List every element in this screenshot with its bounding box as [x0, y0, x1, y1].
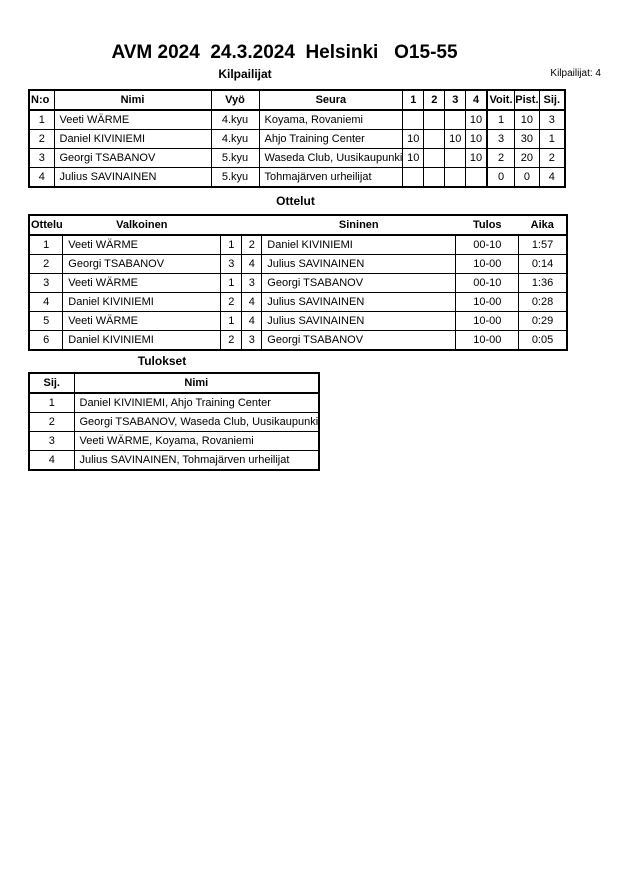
column-header: 3	[445, 90, 466, 110]
match-time: 0:05	[519, 331, 567, 351]
table-row	[29, 432, 319, 451]
competitors-label: Kilpailijat	[218, 67, 272, 81]
column-header	[242, 215, 262, 235]
column-header: Voit.	[487, 90, 515, 110]
white-competitor: Veeti WÄRME	[63, 312, 221, 331]
white-number: 3	[221, 255, 242, 274]
column-header: Valkoinen	[63, 215, 221, 235]
placement: 2	[29, 413, 74, 432]
points: 10	[515, 110, 539, 130]
column-header: Vyö	[211, 90, 259, 110]
blue-competitor: Julius SAVINAINEN	[262, 255, 456, 274]
matches-table	[28, 214, 568, 351]
points: 30	[515, 130, 539, 149]
column-header: Tulos	[456, 215, 519, 235]
score-vs-2	[424, 168, 445, 188]
match-result: 10-00	[456, 331, 519, 351]
white-competitor: Veeti WÄRME	[63, 235, 221, 255]
blue-competitor: Georgi TSABANOV	[262, 274, 456, 293]
wins: 0	[487, 168, 515, 188]
competitor-name: Daniel KIVINIEMI	[54, 130, 211, 149]
column-header: Aika	[519, 215, 567, 235]
competitor-name-club: Veeti WÄRME, Koyama, Rovaniemi	[74, 432, 319, 451]
column-header: 2	[424, 90, 445, 110]
column-header: N:o	[29, 90, 54, 110]
white-number: 1	[221, 312, 242, 331]
match-number: 1	[29, 235, 63, 255]
club: Ahjo Training Center	[259, 130, 403, 149]
blue-competitor: Julius SAVINAINEN	[262, 312, 456, 331]
white-number: 2	[221, 331, 242, 351]
belt-grade: 4.kyu	[211, 130, 259, 149]
column-header: Sininen	[262, 215, 456, 235]
match-result: 00-10	[456, 235, 519, 255]
score-vs-1: 10	[403, 130, 424, 149]
table-row	[29, 293, 567, 312]
column-header: 4	[466, 90, 487, 110]
column-header: 1	[403, 90, 424, 110]
match-result: 00-10	[456, 274, 519, 293]
matches-label: Ottelut	[276, 194, 315, 208]
results-table	[28, 372, 320, 471]
blue-competitor: Daniel KIVINIEMI	[262, 235, 456, 255]
blue-number: 3	[242, 274, 262, 293]
competitor-number: 2	[29, 130, 54, 149]
header-row	[29, 215, 567, 235]
competitor-number: 3	[29, 149, 54, 168]
white-number: 2	[221, 293, 242, 312]
table-row	[29, 130, 565, 149]
match-time: 1:57	[519, 235, 567, 255]
score-vs-4: 10	[466, 149, 487, 168]
column-header: Seura	[259, 90, 403, 110]
match-number: 5	[29, 312, 63, 331]
match-time: 0:28	[519, 293, 567, 312]
score-vs-3	[445, 110, 466, 130]
white-competitor: Veeti WÄRME	[63, 274, 221, 293]
header-row	[29, 373, 319, 393]
match-time: 0:14	[519, 255, 567, 274]
table-row	[29, 149, 565, 168]
competitors-table	[28, 89, 566, 188]
table-row	[29, 168, 565, 188]
competitor-name-club: Daniel KIVINIEMI, Ahjo Training Center	[74, 393, 319, 413]
table-row	[29, 110, 565, 130]
score-vs-3	[445, 149, 466, 168]
placement: 4	[539, 168, 565, 188]
white-competitor: Daniel KIVINIEMI	[63, 331, 221, 351]
blue-competitor: Julius SAVINAINEN	[262, 293, 456, 312]
points: 20	[515, 149, 539, 168]
competitor-name-club: Julius SAVINAINEN, Tohmajärven urheilijat	[74, 451, 319, 471]
placement: 4	[29, 451, 74, 471]
wins: 1	[487, 110, 515, 130]
match-result: 10-00	[456, 312, 519, 331]
score-vs-2	[424, 149, 445, 168]
score-vs-1	[403, 110, 424, 130]
match-number: 4	[29, 293, 63, 312]
placement: 2	[539, 149, 565, 168]
table-row	[29, 393, 319, 413]
score-vs-4	[466, 168, 487, 188]
score-vs-2	[424, 130, 445, 149]
column-header: Sij.	[29, 373, 74, 393]
white-number: 1	[221, 274, 242, 293]
header-row	[29, 90, 565, 110]
wins: 3	[487, 130, 515, 149]
blue-number: 4	[242, 255, 262, 274]
score-vs-3: 10	[445, 130, 466, 149]
belt-grade: 4.kyu	[211, 110, 259, 130]
tournament-title: AVM 2024 24.3.2024 Helsinki O15-55	[111, 42, 458, 63]
points: 0	[515, 168, 539, 188]
match-result: 10-00	[456, 255, 519, 274]
column-header: Sij.	[539, 90, 565, 110]
match-number: 6	[29, 331, 63, 351]
club: Waseda Club, Uusikaupunki	[259, 149, 403, 168]
competitor-number: 4	[29, 168, 54, 188]
competitor-name-club: Georgi TSABANOV, Waseda Club, Uusikaupunki	[74, 413, 319, 432]
column-header: Pist.	[515, 90, 539, 110]
match-time: 0:29	[519, 312, 567, 331]
table-row	[29, 413, 319, 432]
table-row	[29, 451, 319, 471]
blue-number: 4	[242, 293, 262, 312]
white-competitor: Georgi TSABANOV	[63, 255, 221, 274]
table-row	[29, 312, 567, 331]
belt-grade: 5.kyu	[211, 168, 259, 188]
blue-number: 2	[242, 235, 262, 255]
column-header: Ottelu	[29, 215, 63, 235]
placement: 1	[29, 393, 74, 413]
club: Koyama, Rovaniemi	[259, 110, 403, 130]
wins: 2	[487, 149, 515, 168]
match-number: 2	[29, 255, 63, 274]
competitor-name: Georgi TSABANOV	[54, 149, 211, 168]
score-vs-4: 10	[466, 130, 487, 149]
club: Tohmajärven urheilijat	[259, 168, 403, 188]
match-number: 3	[29, 274, 63, 293]
table-row	[29, 274, 567, 293]
placement: 3	[29, 432, 74, 451]
competitors-count: Kilpailijat: 4	[550, 68, 601, 79]
placement: 1	[539, 130, 565, 149]
white-number: 1	[221, 235, 242, 255]
column-header: Nimi	[74, 373, 319, 393]
column-header	[221, 215, 242, 235]
score-vs-3	[445, 168, 466, 188]
score-vs-1: 10	[403, 149, 424, 168]
column-header: Nimi	[54, 90, 211, 110]
belt-grade: 5.kyu	[211, 149, 259, 168]
blue-number: 4	[242, 312, 262, 331]
competitor-name: Veeti WÄRME	[54, 110, 211, 130]
match-result: 10-00	[456, 293, 519, 312]
blue-number: 3	[242, 331, 262, 351]
results-label: Tulokset	[137, 354, 187, 368]
blue-competitor: Georgi TSABANOV	[262, 331, 456, 351]
score-vs-1	[403, 168, 424, 188]
competitor-number: 1	[29, 110, 54, 130]
competitor-name: Julius SAVINAINEN	[54, 168, 211, 188]
white-competitor: Daniel KIVINIEMI	[63, 293, 221, 312]
table-row	[29, 331, 567, 351]
table-row	[29, 235, 567, 255]
score-vs-4: 10	[466, 110, 487, 130]
table-row	[29, 255, 567, 274]
score-vs-2	[424, 110, 445, 130]
match-time: 1:36	[519, 274, 567, 293]
placement: 3	[539, 110, 565, 130]
